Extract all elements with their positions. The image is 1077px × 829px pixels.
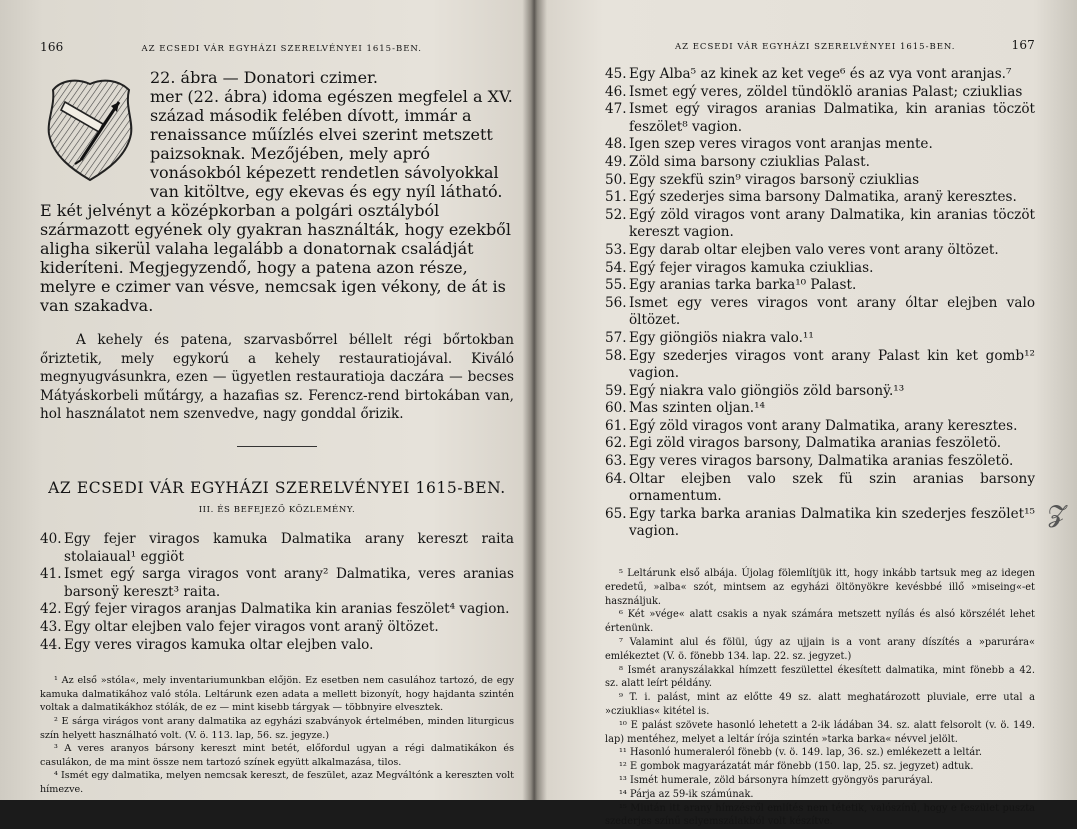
footnote: ⁷ Valamint alul és fölül, úgy az ujjain is a vont arany díszítés a »parurára« emlékeztet (V. ö. fönebb 134. lap. 22. sz. jegyzet.) — [605, 637, 1035, 662]
item-number: 49. — [605, 153, 627, 170]
item-number: 41. — [40, 566, 62, 583]
item-text: Ismet egý viragos aranias Dalmatika, kin aranias töczöt feszölet⁸ vagion. — [629, 101, 1035, 135]
item-text: Mas szinten oljan.¹⁴ — [629, 400, 765, 417]
footnote: ² E sárga virágos vont arany dalmatika az egyházi szabványok értelmében, minden liturgicus szín helyett használható volt. (V. ö. 113. lap, 56. sz. jegyze.) — [40, 715, 514, 741]
inventory-item — [605, 172, 1035, 190]
item-text: Egý zöld viragos vont arany Dalmatika, arany keresztes. — [629, 417, 1018, 434]
item-number: 65. — [605, 505, 627, 522]
inventory-item — [605, 154, 1035, 172]
item-number: 56. — [605, 294, 627, 311]
item-text: Egy fejer viragos kamuka Dalmatika arany kereszt raita stolaiaual¹ eggiöt — [64, 530, 514, 565]
item-number: 51. — [605, 189, 627, 206]
inventory-item — [605, 260, 1035, 278]
inventory-item — [40, 531, 514, 566]
item-number: 60. — [605, 400, 627, 417]
right-page-header — [605, 38, 1035, 52]
pencil-margin-mark: 𝓩 — [1047, 500, 1065, 528]
item-number: 53. — [605, 241, 627, 258]
item-text: Egý fejer viragos aranjas Dalmatika kin aranias feszölet⁴ vagion. — [64, 601, 510, 618]
item-text: Egý fejer viragos kamuka cziuklias. — [629, 259, 874, 276]
item-number: 57. — [605, 329, 627, 346]
footnotes-right — [605, 567, 1035, 829]
inventory-item — [40, 619, 514, 637]
item-number: 42. — [40, 601, 62, 618]
item-number: 64. — [605, 470, 627, 487]
inventory-item — [605, 471, 1035, 506]
figure-caption: 22. ábra — Donatori czimer. — [150, 68, 379, 87]
item-text: Egy szederjes viragos vont arany Palast kin ket gomb¹² vagion. — [629, 347, 1035, 382]
body-paragraph-1-text: mer (22. ábra) idoma egészen megfelel a XV. század második felében dívott, immár a renaissance műízlés elvei szerint metszett paizsoknak. Mezőjében, mely apró vonásokból képezett rendetlen sávolyokkal van kitöltve, egy ekevas és egy nyíl látható. E két jelvényt a középkorban a polgári osztályból származott egyének oly gyakran használták, hogy ezekből aligha sikerül valaha legalább a donatornak családját kideríteni. Megjegyzendő, hogy a patena azon része, melyre e czimer van vésve, nemcsak igen vékony, de át is van szakadva. — [40, 87, 513, 315]
item-number: 52. — [605, 206, 627, 223]
item-number: 46. — [605, 83, 627, 100]
item-text: Egý niakra valo giöngiös zöld barsonÿ.¹³ — [629, 382, 905, 399]
inventory-item — [605, 383, 1035, 401]
item-text: Egy oltar elejben valo fejer viragos vont aranÿ öltözet. — [64, 618, 439, 635]
section-subtitle: III. ÉS BEFEJEZŐ KÖZLEMÉNY. — [198, 504, 356, 515]
item-text: Oltar elejben valo szek fü szin aranias barsony ornamentum. — [629, 470, 1035, 505]
item-text: Egy giöngiös niakra valo.¹¹ — [629, 329, 814, 346]
left-page-number: 166 — [40, 40, 64, 54]
inventory-item — [40, 637, 514, 655]
donator-shield-icon — [41, 72, 139, 184]
item-text: Egý zöld viragos vont arany Dalmatika, kin aranias töczöt kereszt vagion. — [629, 206, 1035, 241]
inventory-item — [605, 348, 1035, 383]
item-text: Egý szederjes sima barsony Dalmatika, aranÿ keresztes. — [629, 189, 1017, 206]
footnote: ³ A veres aranyos bársony kereszt mint betét, előfordul ugyan a régi dalmatikákon és casulákon, de ma mint össze nem tartozó színek együtt alkalmazása, tilos. — [40, 743, 514, 768]
inventory-list-left — [40, 531, 514, 654]
footnote: ⁴ Ismét egy dalmatika, melyen nemcsak kereszt, de feszület, azaz Megváltónk a kereszten volt hímezve. — [40, 770, 514, 795]
inventory-item — [605, 418, 1035, 436]
item-number: 43. — [40, 618, 62, 635]
item-text: Ismet egý sarga viragos vont arany² Dalmatika, veres aranias barsonÿ kereszt³ raita. — [64, 566, 514, 600]
body-paragraph-2: A kehely és patena, szarvasbőrrel béllelt régi bőrtokban őriztetik, mely egykorú a kehely restauratiojával. Kiváló megnyugvásunkra, ezen — ügyetlen restauratioja daczára — becses Mátyáskorbeli műtárgy, a hazafias sz. Ferencz-rend birtokában van, hol használatot nem szenvedve, nagy gonddal őrizik. — [40, 332, 514, 423]
item-text: Egy veres viragos barsony, Dalmatika aranias feszöletö. — [629, 453, 1014, 470]
footnote: ¹² E gombok magyarázatát már fönebb (150. lap, 25. sz. jegyzet) adtuk. — [619, 761, 974, 773]
item-number: 48. — [605, 136, 627, 153]
item-number: 55. — [605, 277, 627, 294]
footnote: ¹⁰ E palást szövete hasonló lehetett a 2-ik ládában 34. sz. alatt felsorolt (v. ö. 149. lap) mentéhez, melyet a leltár írója szintén »tarka barka« névvel jelölt. — [605, 719, 1035, 745]
footnote: ¹¹ Hasonló humeraleról fönebb (v. ö. 149. lap, 36. sz.) emlékezett a leltár. — [619, 747, 982, 759]
inventory-item — [605, 84, 1035, 102]
item-text: Egy Alba⁵ az kinek az ket vege⁶ és az vya vont aranjas.⁷ — [629, 66, 1012, 82]
footnote: ¹⁵ Miután itt arany hímzésről említés nem tétetik, valószínű, hogy e feszület puszta szederjes színű selyemszálakból volt készítve. — [605, 802, 1035, 828]
inventory-item — [605, 207, 1035, 242]
figure-22 — [36, 72, 144, 184]
section-divider — [237, 446, 317, 447]
inventory-item — [605, 277, 1035, 295]
item-text: Egy veres viragos kamuka oltar elejben valo. — [64, 636, 374, 653]
item-text: Egy szekfü szin⁹ viragos barsonÿ cziuklias — [629, 171, 920, 188]
inventory-item — [40, 566, 514, 601]
left-page — [0, 0, 528, 800]
item-text: Egi zöld viragos barsony, Dalmatika aranias feszöletö. — [629, 435, 1002, 452]
left-page-header — [40, 40, 514, 54]
item-text: Igen szep veres viragos vont aranjas mente. — [629, 136, 933, 153]
item-text: Ismet egy veres viragos vont arany óltar elejben valo öltözet. — [629, 294, 1035, 329]
item-number: 44. — [40, 636, 62, 653]
section-title: AZ ECSEDI VÁR EGYHÁZI SZERELVÉNYEI 1615-BEN. — [48, 478, 506, 497]
item-number: 45. — [605, 66, 627, 82]
item-number: 50. — [605, 171, 627, 188]
item-number: 58. — [605, 347, 627, 364]
inventory-item — [40, 601, 514, 619]
inventory-item — [605, 189, 1035, 207]
item-text: Egy darab oltar elejben valo veres vont arany öltözet. — [629, 241, 999, 258]
footnote: ⁶ Két »vége« alatt csakis a nyak számára metszett nyílás és alsó körszélét lehet értenünk. — [605, 609, 1035, 635]
footnote: ¹ Az első »stóla«, mely inventariumunkban előjön. Ez esetben nem casulához tartozó, de egy kamuka dalmatikához való stóla. Leltárunk ezen adata a mellett bizonyít, hogy hajdanta szintén voltak a dalmatikákhoz stólák, de ez — mint kisebb tárgyak — többnyire elvesztek. — [40, 675, 514, 714]
inventory-item — [605, 295, 1035, 330]
right-running-head: AZ ECSEDI VÁR EGYHÁZI SZERELVÉNYEI 1615-BEN. — [674, 42, 956, 52]
inventory-item — [605, 506, 1035, 541]
footnote: ⁵ Leltárunk első albája. Újolag fölemlítjük itt, hogy inkább tartsuk meg az idegen eredetű, »alba« szót, mintsem az egyházi öltönyökre kevésbbé illő »miseing«-et használjuk. — [605, 568, 1035, 607]
item-text: Egy aranias tarka barka¹⁰ Palast. — [629, 277, 857, 294]
inventory-item — [605, 101, 1035, 136]
inventory-item — [605, 66, 1035, 84]
inventory-item — [605, 435, 1035, 453]
item-text: Zöld sima barsony cziuklias Palast. — [629, 153, 870, 170]
footnote: ⁹ T. i. palást, mint az előtte 49 sz. alatt meghatározott pluviale, erre utal a »cziuklias« kitétel is. — [605, 692, 1035, 717]
item-number: 47. — [605, 101, 627, 118]
footnote: ¹³ Ismét humerale, zöld bársonyra hímzett gyöngyös paruráyal. — [619, 774, 933, 786]
item-text: Egy tarka barka aranias Dalmatika kin szederjes feszölet¹⁵ vagion. — [629, 505, 1035, 540]
left-running-head: AZ ECSEDI VÁR EGYHÁZI SZERELVÉNYEI 1615-BEN. — [141, 44, 423, 54]
inventory-item — [605, 242, 1035, 260]
footnote: ¹⁴ Párja az 59-ik számúnak. — [619, 788, 754, 800]
inventory-item — [605, 453, 1035, 471]
item-number: 59. — [605, 382, 627, 399]
inventory-list-right — [605, 66, 1035, 541]
item-number: 63. — [605, 453, 627, 470]
inventory-item — [605, 136, 1035, 154]
item-number: 62. — [605, 435, 627, 452]
footnote: ⁸ Ismét aranyszálakkal hímzett feszülettel ékesített dalmatika, mint fönebb a 42. sz. alatt leírt példány. — [605, 664, 1035, 690]
item-number: 54. — [605, 259, 627, 276]
item-number: 40. — [40, 530, 62, 547]
inventory-item — [605, 400, 1035, 418]
inventory-item — [605, 330, 1035, 348]
item-text: Ismet egý veres, zöldel tündöklö aranias Palast; cziuklias — [629, 83, 1023, 100]
footnotes-left — [40, 674, 514, 796]
right-page — [545, 0, 1077, 828]
item-number: 61. — [605, 417, 627, 434]
right-page-number: 167 — [1011, 38, 1035, 52]
